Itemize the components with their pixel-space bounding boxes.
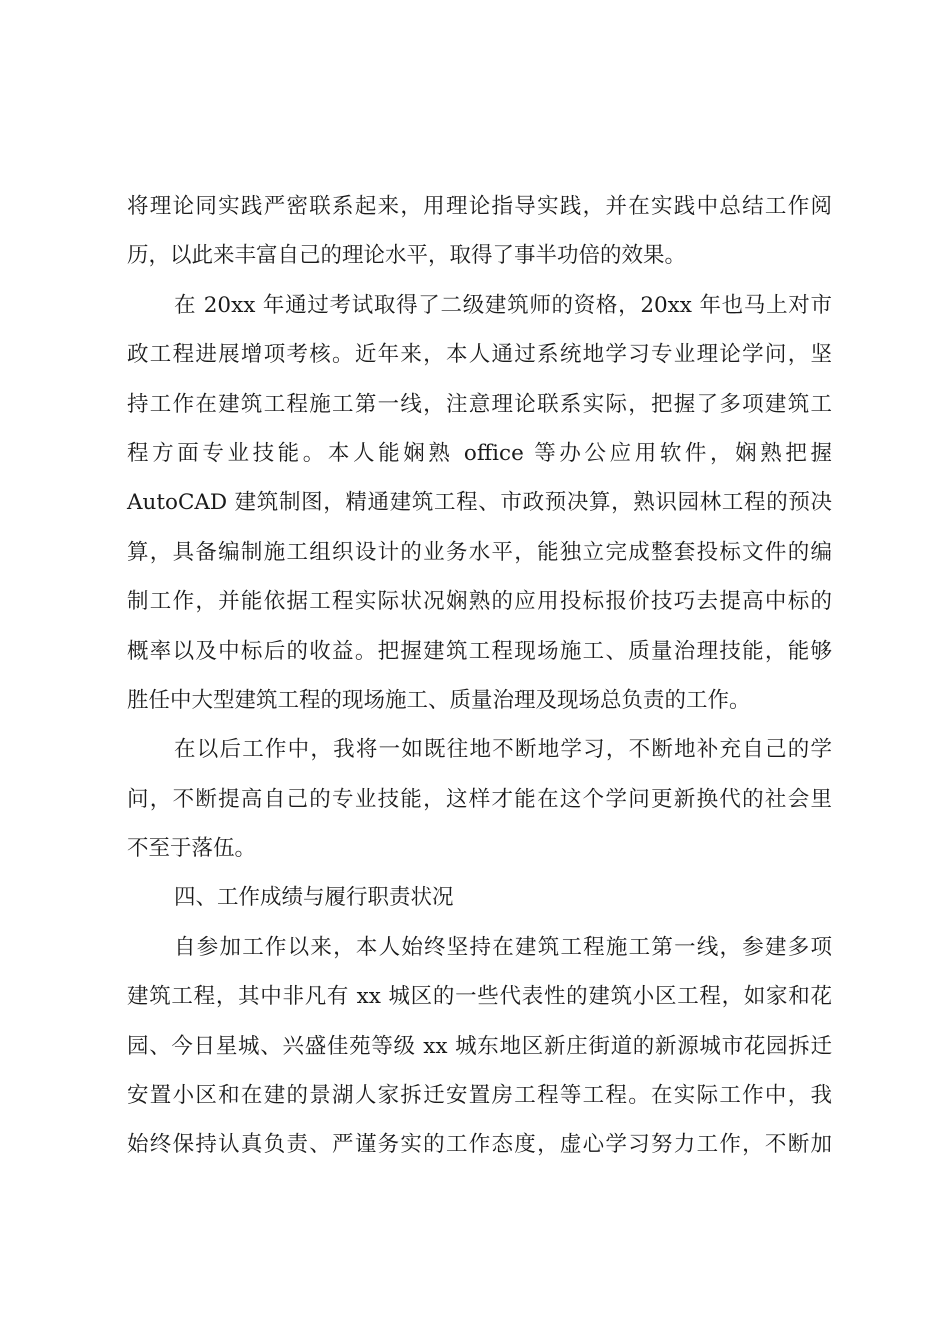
text-line: 程方面专业技能。本人能娴熟 office 等办公应用软件，娴熟把握 [127, 440, 832, 466]
paragraph-first-line: 在以后工作中，我将一如既往地不断地学习，不断地补充自己的学 [174, 737, 832, 763]
text-line: 制工作，并能依据工程实际状况娴熟的应用投标报价技巧去提高中标的 [127, 589, 832, 615]
paragraph-first-line: 在 20xx 年通过考试取得了二级建筑师的资格，20xx 年也马上对市 [174, 292, 832, 318]
text-line: 园、今日星城、兴盛佳苑等级 xx 城东地区新庄街道的新源城市花园拆迁 [127, 1033, 832, 1059]
text-line: 始终保持认真负责、严谨务实的工作态度，虚心学习努力工作，不断加 [127, 1132, 832, 1158]
text-line: 不至于落伍。 [127, 836, 257, 862]
text-line: 胜任中大型建筑工程的现场施工、质量治理及现场总负责的工作。 [127, 687, 751, 713]
text-line: 将理论同实践严密联系起来，用理论指导实践，并在实践中总结工作阅 [127, 194, 832, 219]
text-line: 概率以及中标后的收益。把握建筑工程现场施工、质量治理技能，能够 [127, 638, 832, 664]
text-line: 安置小区和在建的景湖人家拆迁安置房工程等工程。在实际工作中，我 [127, 1083, 832, 1109]
text-line: 建筑工程，其中非凡有 xx 城区的一些代表性的建筑小区工程，如家和花 [127, 984, 832, 1010]
paragraph-first-line: 自参加工作以来，本人始终坚持在建筑工程施工第一线，参建多项 [174, 934, 832, 960]
text-line: AutoCAD 建筑制图，精通建筑工程、市政预决算，熟识园林工程的预决 [127, 490, 832, 516]
text-line: 持工作在建筑工程施工第一线，注意理论联系实际，把握了多项建筑工 [127, 391, 832, 417]
section-heading: 四、工作成绩与履行职责状况 [174, 885, 454, 911]
document-body [127, 182, 832, 1170]
text-line: 算，具备编制施工组织设计的业务水平，能独立完成整套投标文件的编 [127, 539, 832, 565]
text-line: 政工程进展增项考核。近年来，本人通过系统地学习专业理论学问，坚 [127, 342, 832, 368]
text-line: 历，以此来丰富自己的理论水平，取得了事半功倍的效果。 [127, 243, 687, 269]
text-line: 问，不断提高自己的专业技能，这样才能在这个学问更新换代的社会里 [127, 786, 832, 812]
